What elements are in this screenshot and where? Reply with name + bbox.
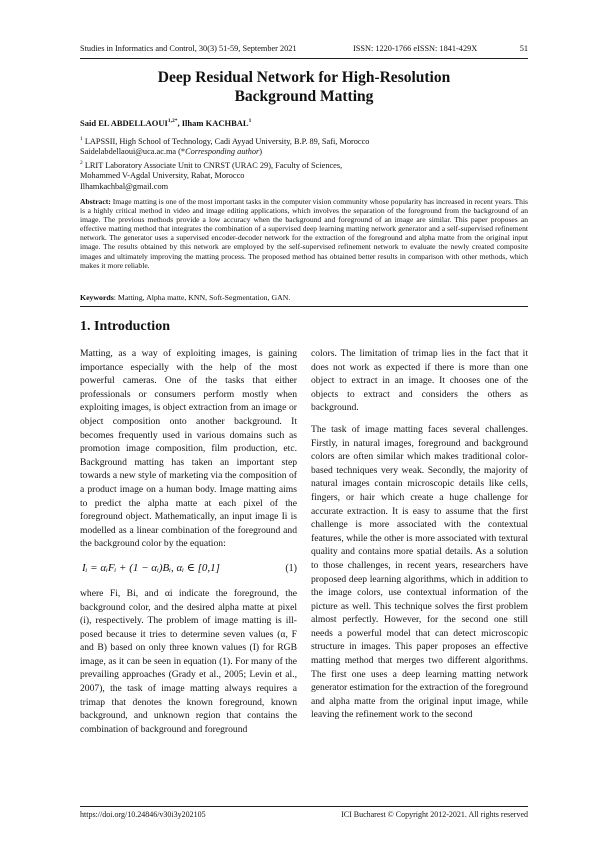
affiliation-1 [80,134,528,158]
author-list [80,118,251,128]
issn: ISSN: 1220-1766 eISSN: 1841-429X [353,44,478,53]
journal-citation: Studies in Informatics and Control, 30(3) 51-59, September 2021 [80,44,297,53]
title-line-1: Deep Residual Network for High-Resolution [157,69,451,86]
author-2-affiliation: 1 [248,118,252,125]
equation-number: (1) [285,562,297,574]
aff1-email: Saidelabdellaoui@uca.ac.ma (* [80,147,186,157]
abstract-label: Abstract: [80,197,111,206]
aff1-close-paren: ) [259,147,263,157]
author-1-affiliation: 1,2* [167,118,178,125]
intro-paragraph-4: The task of image matting faces several challenges. Firstly, in natural images, foreground and background colors are often similar which makes traditional color-based techniques very weak. Secondly, the majority of natural images contain microscopic details like cells, fingers, or hair which create a huge challenge for accurate extraction. It is easy to assume that the first challenge is more associated with the contextual features, while the other is more associated with textural quality and contains more spatial details. As a solution to those challenges, in recent years, researchers have proposed deep learning algorithms, which in addition to the image colors, use contextual information of the picture as well. This technique solves the first problem almost perfectly. However, for the second one still needs a powerful model that can detect microscopic structure in images. This paper proposes an effective matting method that merges two different algorithms. The first one uses a deep learning matting network generator estimation for the extraction of the foreground and alpha matte from the original input image, while leaving the refinement work to the second [311,423,528,721]
abstract [80,197,528,270]
intro-paragraph-1: Matting, as a way of exploiting images, is gaining importance especially with the help of the most powerful cameras. One of the tasks that either professionals or consumers perform mostly when exploiting images, is object extraction from an image or object composition onto another background. It becomes frequently used in various domains such as promotion image composition, film production, etc. Background matting has taken an important step towards a new style of marketing via the composition of a product image on a human body. Image matting aims to predict the alpha matte at each pixel of the foreground object. Mathematically, an input image Ii is modelled as a linear combination of the foreground and the background color by the equation: [80,348,297,550]
equation-formula: Iᵢ = αᵢFᵢ + (1 − αᵢ)Bᵢ, αᵢ ∈ [0,1] [82,561,220,574]
author-separator: , [177,118,182,128]
author-2: Ilham KACHBAL [181,118,249,128]
copyright: ICI Bucharest © Copyright 2012-2021. All rights reserved [341,810,528,819]
header-rule [80,58,528,59]
title-line-2: Background Matting [234,88,374,105]
author-1: Said EL ABDELLAOUI [80,118,168,128]
left-column [80,347,297,744]
aff1-marker: 1 [80,136,83,142]
intro-paragraph-2: where Fi, Bi, and αi indicate the foreground, the background color, and the desired alpha matte at pixel (i), respectively. The problem of image matting is ill-posed because it tries to determine seven values (α, F and B) based on only three known values (I) for RGB image, as it can be seen in equation (1). For many of the prevailing approaches (Grady et al., 2005; Levin et al., 2007), the task of image matting always requires a trimap that denotes the known foreground, known background, and unknown region that contains the combination of background and foreground [80,587,297,735]
running-header [80,44,528,56]
section-rule [80,306,528,307]
affiliation-2 [80,158,528,193]
intro-paragraph-3: colors. The limitation of trimap lies in the fact that it does not work as expected if there is more than one object to extract in an image. It chooses one of the objects to extract and considers the others as background. [311,348,528,414]
keywords [80,293,528,302]
aff2-email: Ilhamkachbal@gmail.com [80,181,169,191]
keywords-label: Keywords [80,293,114,302]
abstract-text: Image matting is one of the most important tasks in the computer vision community whose popularity has increased in recent years. This is a highly critical method in video and image editing applications, which involves the separation of the foreground from the background of an image. The previous methods provide a low accuracy when the background and foreground of an image are similar. This paper proposes an effective matting method that integrates the combination of a supervised deep learning matting network generator and a self-supervised refinement network. The generator uses a supervised encoder-decoder network for the extraction of the foreground and alpha matte from the original input image. The results obtained by this network are employed by the self-supervised refinement network to evaluate the newly created composite images and ultimately improving the matting process. The proposed method has obtained better results in comparison with other methods, which makes it more reliable. [80,197,529,270]
right-column [311,347,528,730]
aff1-institution: LAPSSII, High School of Technology, Cadi Ayyad University, B.P. 89, Safi, Morocco [82,136,370,146]
keywords-text: : Matting, Alpha matte, KNN, Soft-Segmentation, GAN. [113,293,291,302]
footer-rule [80,806,528,807]
doi-link[interactable]: https://doi.org/10.24846/v30i3y202105 [80,810,206,819]
page-number: 51 [519,44,528,53]
aff2-university: Mohammed V-Agdal University, Rabat, Morocco [80,171,245,181]
aff2-lab: LRIT Laboratory Associate Unit to CNRST (URAC 29), Faculty of Sciences, [82,160,343,170]
section-heading: 1. Introduction [80,319,170,334]
paper-title [80,68,528,106]
corresponding-author-note: Corresponding author [185,147,260,157]
equation-1 [80,559,297,581]
aff2-marker: 2 [80,160,83,166]
